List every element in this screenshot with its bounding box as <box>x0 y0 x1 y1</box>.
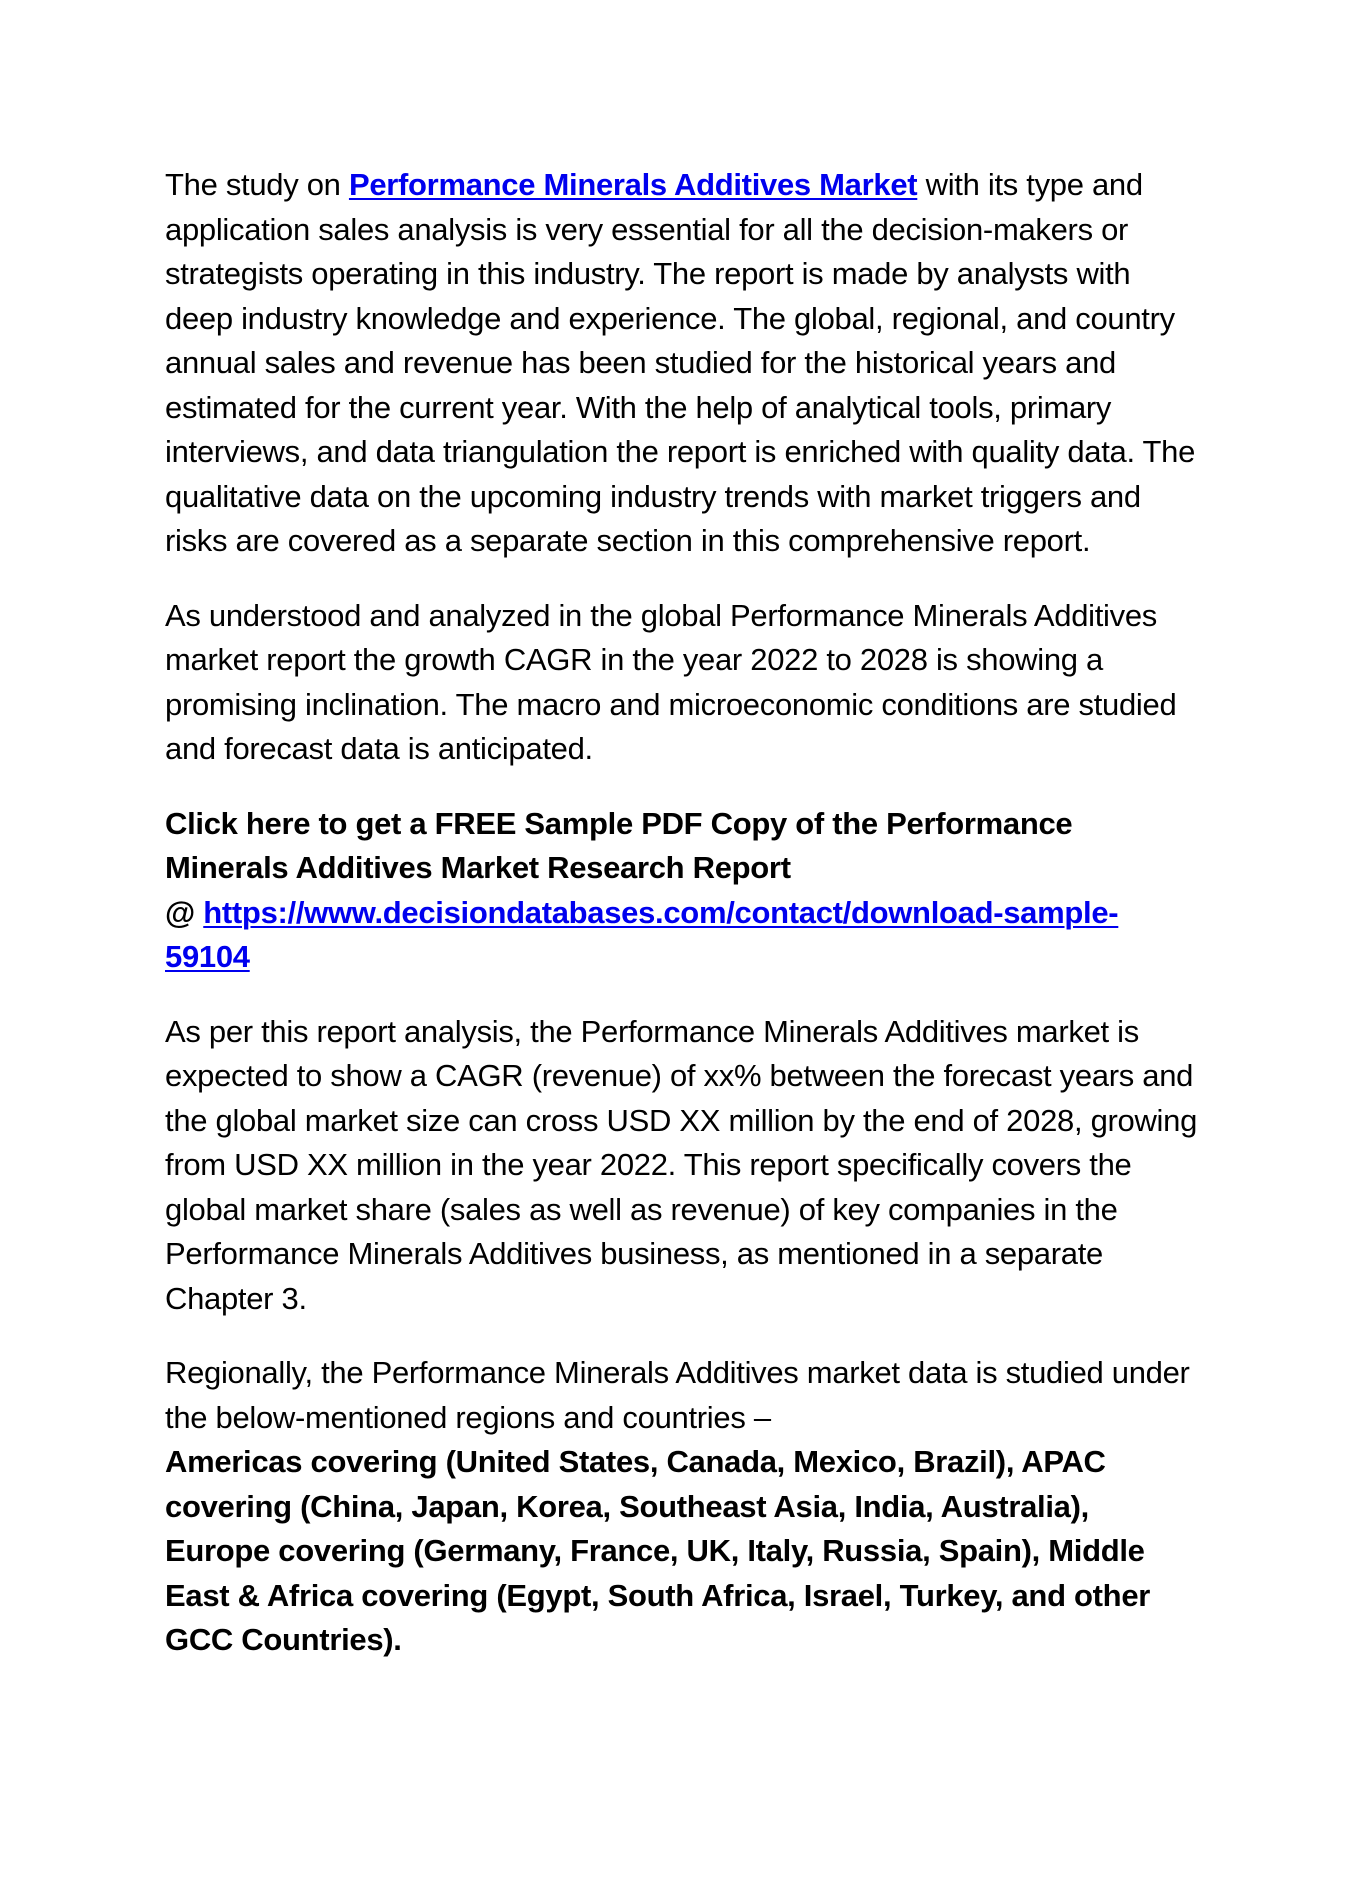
document-page <box>165 163 1200 1693</box>
regions-list: Americas covering (United States, Canada, Mexico, Brazil), APAC covering (China, Japan, Korea, Southeast Asia, India, Australia), Europe covering (Germany, France, UK, Italy, Russia, Spain), Middle East & Africa covering (Egypt, South Africa, Israel, Turkey, and other GCC Countries). <box>165 1444 1151 1657</box>
sample-cta-text: Click here to get a FREE Sample PDF Copy of the Performance Minerals Additives Market Research Report <box>165 805 1073 885</box>
intro-body: with its type and application sales analysis is very essential for all the decision-makers or strategists operating in this industry. The report is made by analysts with deep industry knowledge and experience. The global, regional, and country annual sales and revenue has been studied for the historical years and estimated for the current year. With the help of analytical tools, primary interviews, and data triangulation the report is enriched with quality data. The qualitative data on the upcoming industry trends with market triggers and risks are covered as a separate section in this comprehensive report. <box>165 167 1196 558</box>
regional-paragraph <box>165 1351 1200 1663</box>
market-report-link[interactable]: Performance Minerals Additives Market <box>348 167 918 202</box>
download-sample-link[interactable]: https://www.decisiondatabases.com/contact/download-sample-59104 <box>165 894 1119 974</box>
sample-cta-paragraph <box>165 802 1200 980</box>
regional-intro: Regionally, the Performance Minerals Additives market data is studied under the below-mentioned regions and countries – <box>165 1355 1190 1435</box>
intro-prefix: The study on <box>165 167 349 202</box>
cagr-paragraph: As understood and analyzed in the global Performance Minerals Additives market report the growth CAGR in the year 2022 to 2028 is showing a promising inclination. The macro and microeconomic conditions are studied and forecast data is anticipated. <box>165 597 1177 766</box>
at-sign: @ <box>165 894 204 930</box>
market-size-paragraph: As per this report analysis, the Performance Minerals Additives market is expected to show a CAGR (revenue) of xx% between the forecast years and the global market size can cross USD XX million by the end of 2028, growing from USD XX million in the year 2022. This report specifically covers the global market share (sales as well as revenue) of key companies in the Performance Minerals Additives business, as mentioned in a separate Chapter 3. <box>165 1013 1198 1316</box>
intro-paragraph <box>165 163 1200 564</box>
